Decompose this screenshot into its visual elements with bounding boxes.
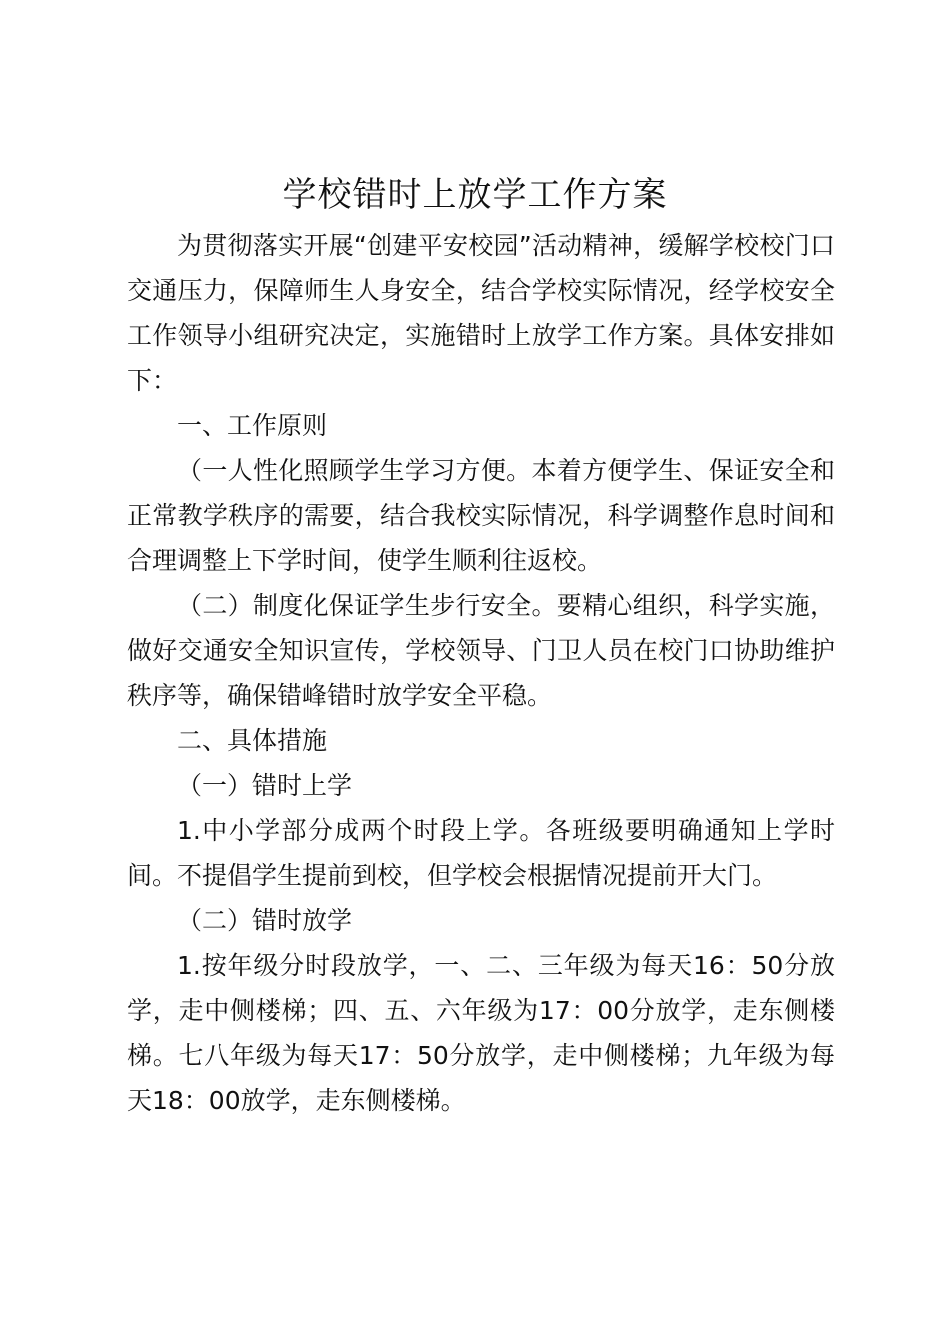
- subheading-staggered-dismissal: （二）错时放学: [177, 906, 353, 935]
- document-title: 学校错时上放学工作方案: [282, 175, 668, 215]
- section-heading-measures: 二、具体措施: [177, 726, 328, 755]
- subheading-staggered-arrival: （一）错时上学: [177, 771, 353, 800]
- section-heading-principles: 一、工作原则: [177, 411, 328, 440]
- dismissal-paragraph: 1.按年级分时段放学，一、二、三年级为每天16：50分放学，走中侧楼梯；四、五、六年级为17：00分放学，走东侧楼梯。七八年级为每天17：50分放学，走中侧楼梯；九年级为每天18：00放学，走东侧楼梯。: [127, 951, 835, 1115]
- principle-paragraph-2: （二）制度化保证学生步行安全。要精心组织，科学实施，做好交通安全知识宣传，学校领导、门卫人员在校门口协助维护秩序等，确保错峰错时放学安全平稳。: [127, 591, 835, 710]
- intro-paragraph: 为贯彻落实开展“创建平安校园”活动精神，缓解学校校门口交通压力，保障师生人身安全，结合学校实际情况，经学校安全工作领导小组研究决定，实施错时上放学工作方案。具体安排如下：: [127, 231, 835, 395]
- principle-paragraph-1: （一人性化照顾学生学习方便。本着方便学生、保证安全和正常教学秩序的需要，结合我校实际情况，科学调整作息时间和合理调整上下学时间，使学生顺利往返校。: [127, 456, 835, 575]
- arrival-paragraph: 1.中小学部分成两个时段上学。各班级要明确通知上学时间。不提倡学生提前到校，但学校会根据情况提前开大门。: [127, 816, 835, 890]
- document-body: [127, 223, 835, 1123]
